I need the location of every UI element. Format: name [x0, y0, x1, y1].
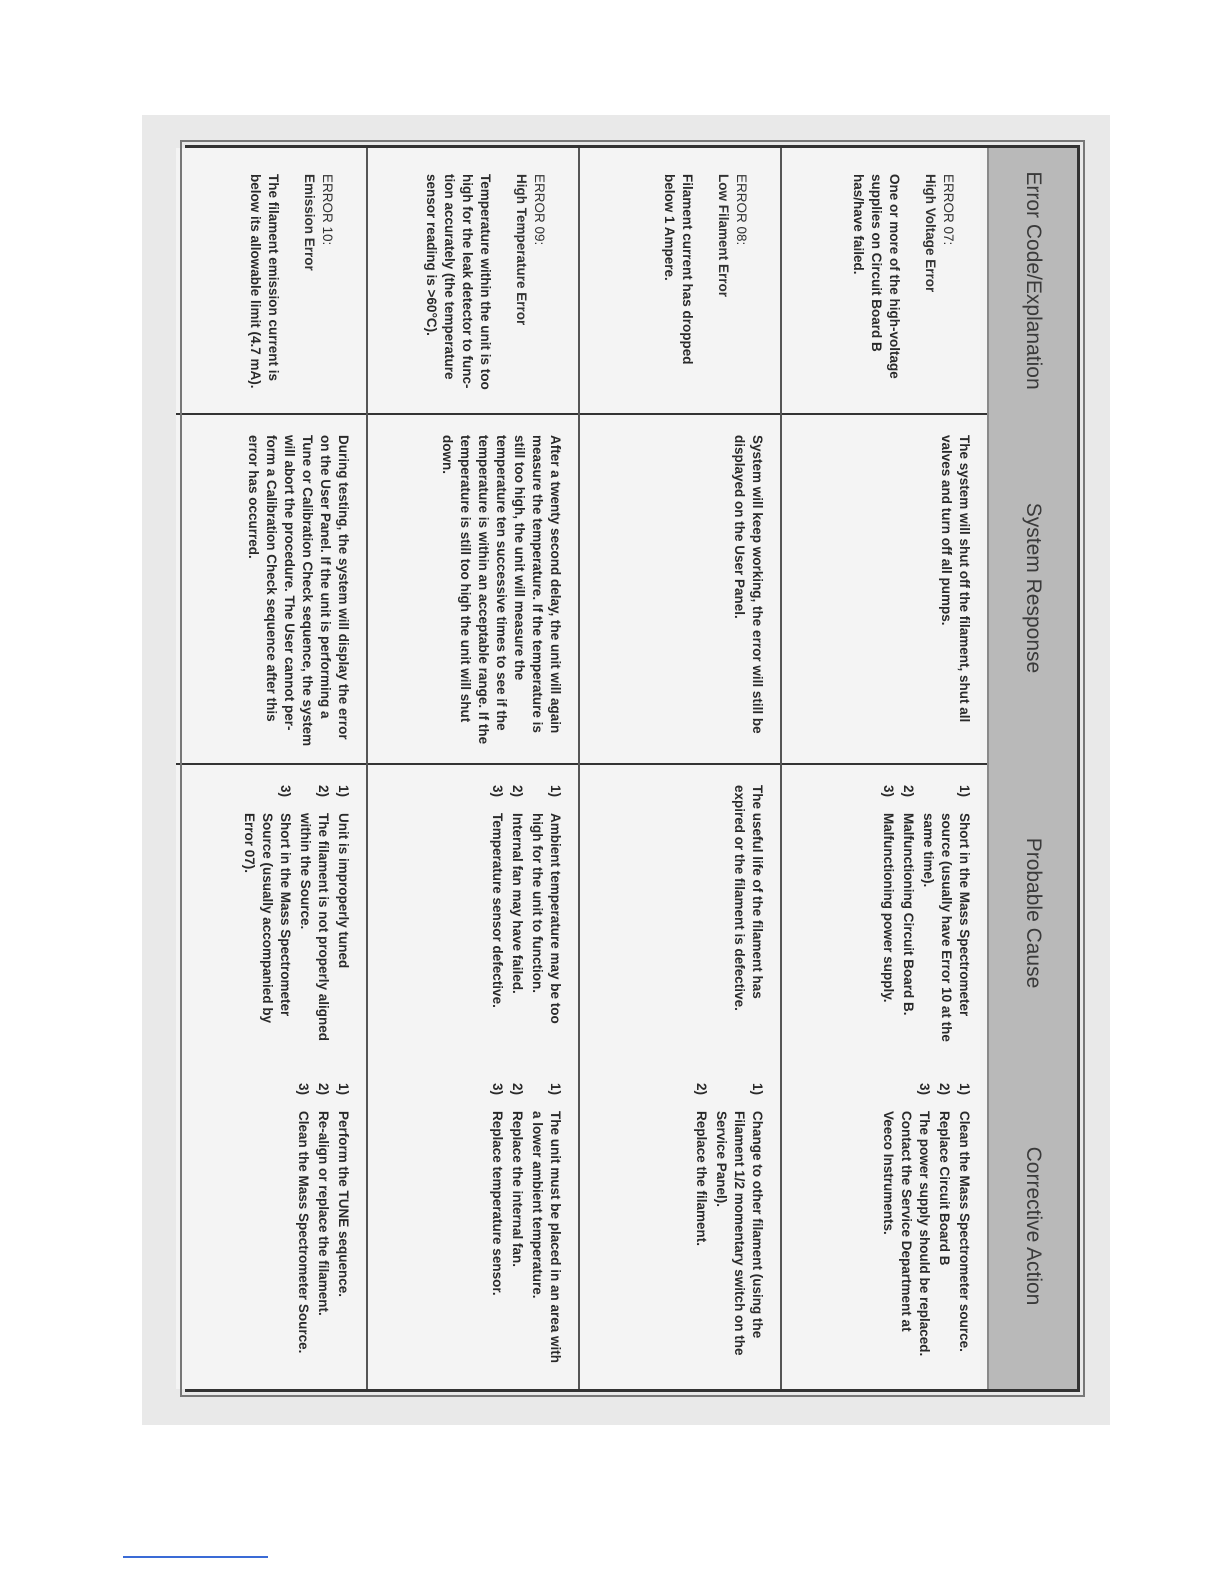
error-code: ERROR 10:	[320, 174, 335, 246]
list-item	[692, 1083, 710, 1373]
item-number: 1)	[336, 785, 351, 798]
item-text: The filament is not properly aligned within the Source.	[298, 813, 331, 1042]
error-code-cell	[176, 148, 366, 413]
error-name: Emission Error	[302, 174, 317, 271]
error-code: ERROR 09:	[532, 174, 547, 246]
item-text: Malfunctioning power supply.	[881, 813, 896, 1003]
header-probable-cause: Probable Cause	[1022, 837, 1045, 989]
item-number: 2)	[694, 1083, 709, 1096]
item-text: Perform the TUNE sequence.	[336, 1111, 351, 1298]
item-number: 2)	[316, 785, 331, 798]
list-item	[334, 785, 352, 1047]
table-row	[366, 148, 578, 1389]
item-number: 3)	[490, 785, 505, 798]
list-item	[919, 785, 973, 1047]
item-text: Malfunctioning Circuit Board B.	[901, 813, 916, 1016]
item-text: Short in the Mass Spectrometer Source (usually accompanied by Error 07).	[242, 813, 293, 1024]
item-number: 3)	[296, 1083, 311, 1096]
list-item	[712, 1083, 766, 1373]
item-number: 3)	[881, 785, 896, 798]
corrective-action-cell	[782, 1063, 987, 1389]
table-row	[578, 148, 780, 1389]
list-item	[528, 785, 564, 1047]
item-text: Re-align or replace the filament.	[316, 1111, 331, 1316]
item-text: Replace Circuit Board B	[937, 1111, 952, 1266]
list-item	[935, 1083, 953, 1373]
item-text: Clean the Mass Spectrometer Source.	[296, 1111, 311, 1354]
item-number: 1)	[957, 785, 972, 798]
list-item	[488, 1083, 506, 1373]
item-text: The unit must be placed in an area with a lower ambient temperature.	[530, 1111, 563, 1364]
header-corrective-action: Corrective Action	[1022, 1146, 1045, 1306]
item-text: Replace the internal fan.	[510, 1111, 525, 1268]
item-text: Unit is improperly tuned	[336, 813, 351, 969]
system-response-cell: After a twenty second delay, the unit will again measure the temperature. If the temperature is still too high, the unit will measure the temperature ten successive times to see if the temperature is within an acceptable range. If the temperature is still too high the unit will shut down.	[368, 413, 578, 763]
item-number: 2)	[510, 1083, 525, 1096]
corrective-action-cell	[580, 1063, 780, 1389]
item-text: Ambient temperature may be too high for the unit to function.	[530, 813, 563, 1024]
error-explanation: Filament current has dropped below 1 Ampere.	[662, 174, 695, 365]
list-item	[294, 1083, 312, 1373]
error-explanation: The filament emission current is below its allowable limit (4.7 mA).	[248, 174, 281, 389]
system-response-cell: The system will shut off the filament, shut all valves and turn off all pumps.	[782, 413, 987, 763]
list-item	[488, 785, 506, 1047]
list-item	[296, 785, 332, 1047]
header-system-response: System Response	[1022, 502, 1045, 674]
item-text: Replace the filament.	[694, 1111, 709, 1247]
probable-cause-cell: The useful life of the filament has expired or the filament is defective.	[580, 763, 780, 1063]
item-text: Short in the Mass Spectrometer source (usually have Error 10 at the same time).	[921, 813, 972, 1042]
item-number: 1)	[957, 1083, 972, 1096]
item-number: 1)	[548, 785, 563, 798]
item-number: 2)	[937, 1083, 952, 1096]
error-explanation: One or more of the high-voltage supplies on Circuit Board B has/have failed.	[851, 174, 902, 379]
probable-cause-cell	[368, 763, 578, 1063]
corrective-action-cell	[368, 1063, 578, 1389]
list-item	[899, 785, 917, 1047]
item-text: Temperature sensor defective.	[490, 813, 505, 1008]
error-code-cell	[368, 148, 578, 413]
list-item	[879, 1083, 933, 1373]
list-item	[879, 785, 897, 1047]
header-error-code: Error Code/Explanation	[1022, 171, 1045, 390]
probable-cause-cell	[176, 763, 366, 1063]
footnote-separator-line	[123, 1556, 268, 1558]
error-code-cell	[580, 148, 780, 413]
probable-cause-cell	[782, 763, 987, 1063]
item-number: 2)	[316, 1083, 331, 1096]
error-name: High Temperature Error	[514, 174, 529, 326]
error-name: High Voltage Error	[923, 174, 938, 293]
error-explanation: Temperature within the unit is too high for the leak detector to func-tion accurately (the temperature sensor reading is >60°C).	[424, 174, 493, 390]
item-number: 3)	[278, 785, 293, 798]
item-text: Clean the Mass Spectrometer source.	[957, 1111, 972, 1352]
item-number: 3)	[917, 1083, 932, 1096]
error-code-cell	[782, 148, 987, 413]
table-header-row	[987, 148, 1077, 1389]
list-item	[508, 1083, 526, 1373]
list-item	[314, 1083, 332, 1373]
system-response-cell: System will keep working, the error will still be displayed on the User Panel.	[580, 413, 780, 763]
error-table	[185, 145, 1080, 1392]
item-number: 1)	[336, 1083, 351, 1096]
item-text: The power supply should be replaced. Contact the Service Department at Veeco Instruments.	[881, 1111, 932, 1357]
item-text: Replace temperature sensor.	[490, 1111, 505, 1296]
item-number: 2)	[901, 785, 916, 798]
error-name: Low Filament Error	[716, 174, 731, 298]
item-text: Change to other filament (using the Filament 1/2 momentary switch on the Service Panel).	[714, 1111, 765, 1356]
item-text: Internal fan may have failed.	[510, 813, 525, 994]
item-number: 1)	[548, 1083, 563, 1096]
error-code: ERROR 08:	[734, 174, 749, 246]
table-row	[176, 148, 366, 1389]
item-number: 1)	[750, 1083, 765, 1096]
list-item	[334, 1083, 352, 1373]
item-number: 3)	[490, 1083, 505, 1096]
corrective-action-cell	[176, 1063, 366, 1389]
list-item	[528, 1083, 564, 1373]
list-item	[955, 1083, 973, 1373]
error-code: ERROR 07:	[941, 174, 956, 246]
table-row	[780, 148, 987, 1389]
item-number: 2)	[510, 785, 525, 798]
list-item	[508, 785, 526, 1047]
system-response-cell: During testing, the system will display the error on the User Panel. If the unit is performing a Tune or Calibration Check sequence, the system will abort the procedure. The User cannot per-form a Calibration Check sequence after this error has occurred.	[176, 413, 366, 763]
list-item	[240, 785, 294, 1047]
